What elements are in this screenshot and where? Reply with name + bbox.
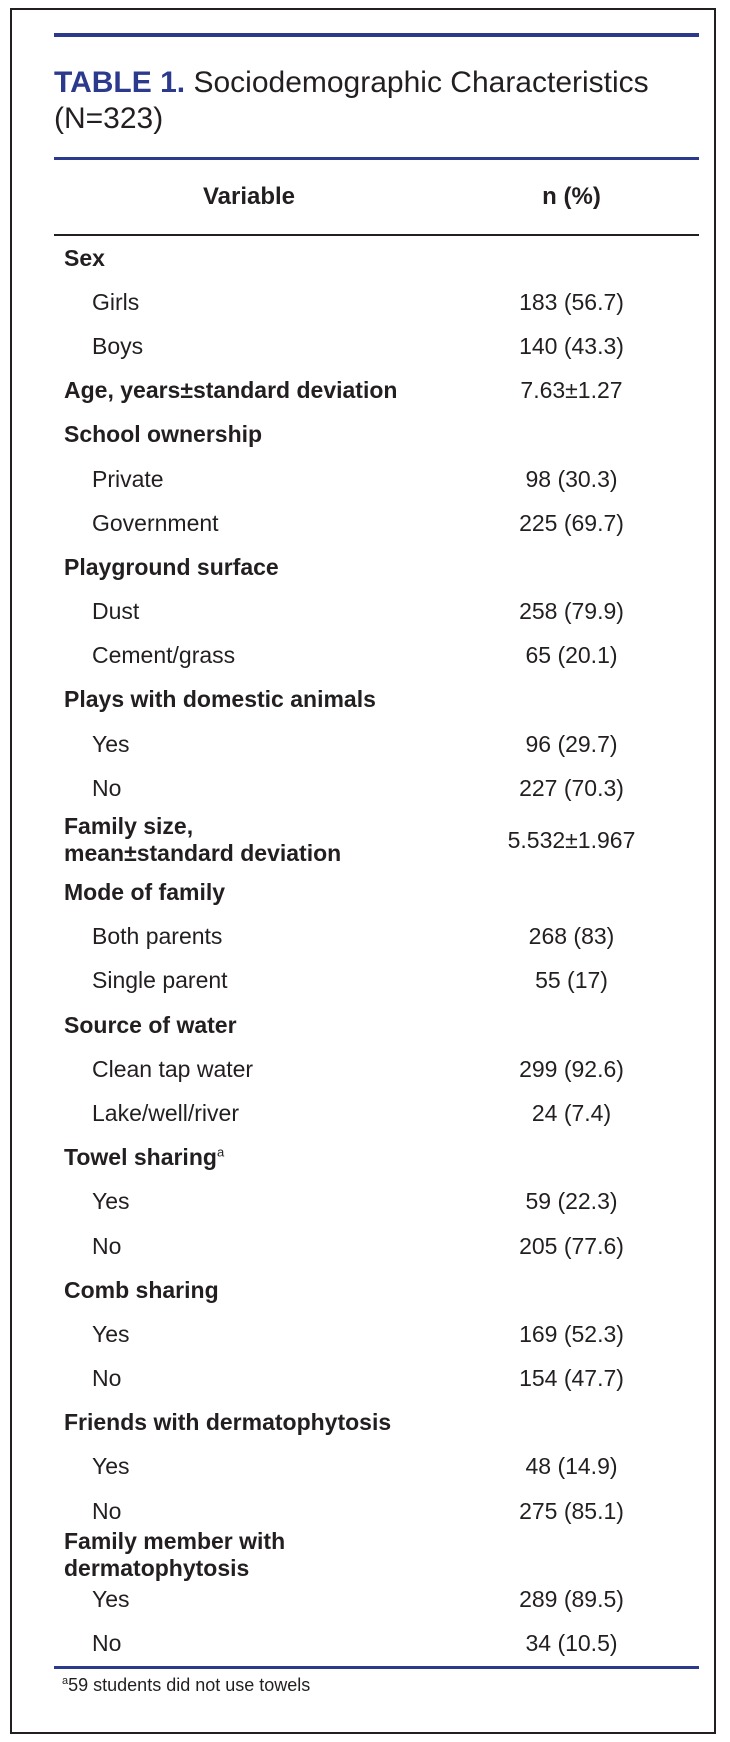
table-header-row xyxy=(54,160,699,236)
table-row xyxy=(54,870,699,914)
row-value: 65 (20.1) xyxy=(525,642,618,669)
table-container xyxy=(54,33,699,1696)
row-value: 7.63±1.27 xyxy=(520,377,623,404)
table-row xyxy=(54,1312,699,1356)
table-row xyxy=(54,280,699,324)
row-sublabel: Yes xyxy=(92,1188,130,1215)
table-row xyxy=(54,766,699,810)
table-row xyxy=(54,1401,699,1445)
table-row xyxy=(54,722,699,766)
table-row xyxy=(54,501,699,545)
table-title-text: Sociodemographic Characteristics (N=323) xyxy=(54,66,649,135)
row-sublabel: No xyxy=(92,1630,122,1657)
row-label: Family member with dermatophytosis xyxy=(64,1528,286,1582)
footnote-text: 59 students did not use towels xyxy=(68,1674,311,1695)
row-sublabel: Private xyxy=(92,465,164,492)
row-sublabel: Single parent xyxy=(92,967,228,994)
row-sublabel: Both parents xyxy=(92,923,223,950)
table-frame xyxy=(10,8,716,1734)
row-label: Towel sharing$^a$ xyxy=(64,1144,225,1171)
row-value: 227 (70.3) xyxy=(519,774,624,801)
table-row xyxy=(54,236,699,280)
row-value: 225 (69.7) xyxy=(519,509,624,536)
table-row xyxy=(54,1091,699,1135)
table-row xyxy=(54,678,699,722)
row-value: 268 (83) xyxy=(528,923,615,950)
row-value: 59 (22.3) xyxy=(525,1188,618,1215)
row-value: 98 (30.3) xyxy=(525,465,618,492)
row-value: 183 (56.7) xyxy=(519,288,624,315)
table-row xyxy=(54,1268,699,1312)
table-row xyxy=(54,959,699,1003)
row-sublabel: No xyxy=(92,1497,122,1524)
row-label: Friends with dermatophytosis xyxy=(64,1409,392,1436)
row-sublabel: Yes xyxy=(92,730,130,757)
table-row xyxy=(54,915,699,959)
table-row xyxy=(54,413,699,457)
row-sublabel: Boys xyxy=(92,332,144,359)
row-sublabel: Yes xyxy=(92,1320,130,1347)
row-sublabel: Government xyxy=(92,509,219,536)
row-value: 258 (79.9) xyxy=(519,598,624,625)
row-sublabel: Cement/grass xyxy=(92,642,236,669)
row-value: 289 (89.5) xyxy=(519,1586,624,1613)
row-label: Age, years±standard deviation xyxy=(64,377,398,404)
row-value: 275 (85.1) xyxy=(519,1497,624,1524)
table-row xyxy=(54,1445,699,1489)
table-row xyxy=(54,1180,699,1224)
row-label: Plays with domestic animals xyxy=(64,686,376,713)
table-row xyxy=(54,457,699,501)
row-sublabel: Dust xyxy=(92,598,140,625)
top-rule xyxy=(54,33,699,37)
column-header-n-percent: n (%) xyxy=(542,183,601,210)
table-row xyxy=(54,590,699,634)
row-label: Family size, mean±standard deviation xyxy=(64,813,342,867)
row-value: 169 (52.3) xyxy=(519,1320,624,1347)
row-value: 48 (14.9) xyxy=(525,1453,618,1480)
table-row xyxy=(54,1003,699,1047)
table-row xyxy=(54,545,699,589)
row-sublabel: No xyxy=(92,1365,122,1392)
row-label: School ownership xyxy=(64,421,263,448)
row-sublabel: Yes xyxy=(92,1453,130,1480)
table-row xyxy=(54,1577,699,1621)
row-sublabel: Yes xyxy=(92,1586,130,1613)
column-header-variable: Variable xyxy=(202,183,296,210)
row-label: Sex xyxy=(64,244,105,271)
row-sublabel: Girls xyxy=(92,288,140,315)
table-row xyxy=(54,810,699,870)
row-label: Mode of family xyxy=(64,879,226,906)
table-row xyxy=(54,324,699,368)
bottom-rule xyxy=(54,1666,699,1669)
table-row xyxy=(54,369,699,413)
table-row xyxy=(54,1528,699,1582)
table-row xyxy=(54,1136,699,1180)
table-body xyxy=(54,236,699,1666)
footnote-marker: a xyxy=(62,1674,69,1687)
footnote-marker: a xyxy=(216,1144,225,1160)
table-footnote xyxy=(54,1675,699,1696)
row-value: 140 (43.3) xyxy=(519,332,624,359)
table-title xyxy=(54,65,699,137)
row-label: Playground surface xyxy=(64,553,279,580)
table-row xyxy=(54,1489,699,1533)
table-row xyxy=(54,1224,699,1268)
row-sublabel: No xyxy=(92,1232,122,1259)
table-row xyxy=(54,634,699,678)
row-value: 24 (7.4) xyxy=(531,1099,612,1126)
row-label: Comb sharing xyxy=(64,1276,219,1303)
row-value: 96 (29.7) xyxy=(525,730,618,757)
row-value: 205 (77.6) xyxy=(519,1232,624,1259)
row-label: Source of water xyxy=(64,1011,237,1038)
row-sublabel: Clean tap water xyxy=(92,1055,254,1082)
row-value: 5.532±1.967 xyxy=(507,826,636,853)
row-value: 55 (17) xyxy=(535,967,608,994)
table-label: TABLE 1. xyxy=(54,66,186,99)
row-sublabel: Lake/well/river xyxy=(92,1099,239,1126)
row-value: 154 (47.7) xyxy=(519,1365,624,1392)
row-value: 34 (10.5) xyxy=(525,1630,618,1657)
table-row xyxy=(54,1047,699,1091)
row-value: 299 (92.6) xyxy=(519,1055,624,1082)
row-sublabel: No xyxy=(92,774,122,801)
table-row xyxy=(54,1622,699,1666)
table-row xyxy=(54,1357,699,1401)
